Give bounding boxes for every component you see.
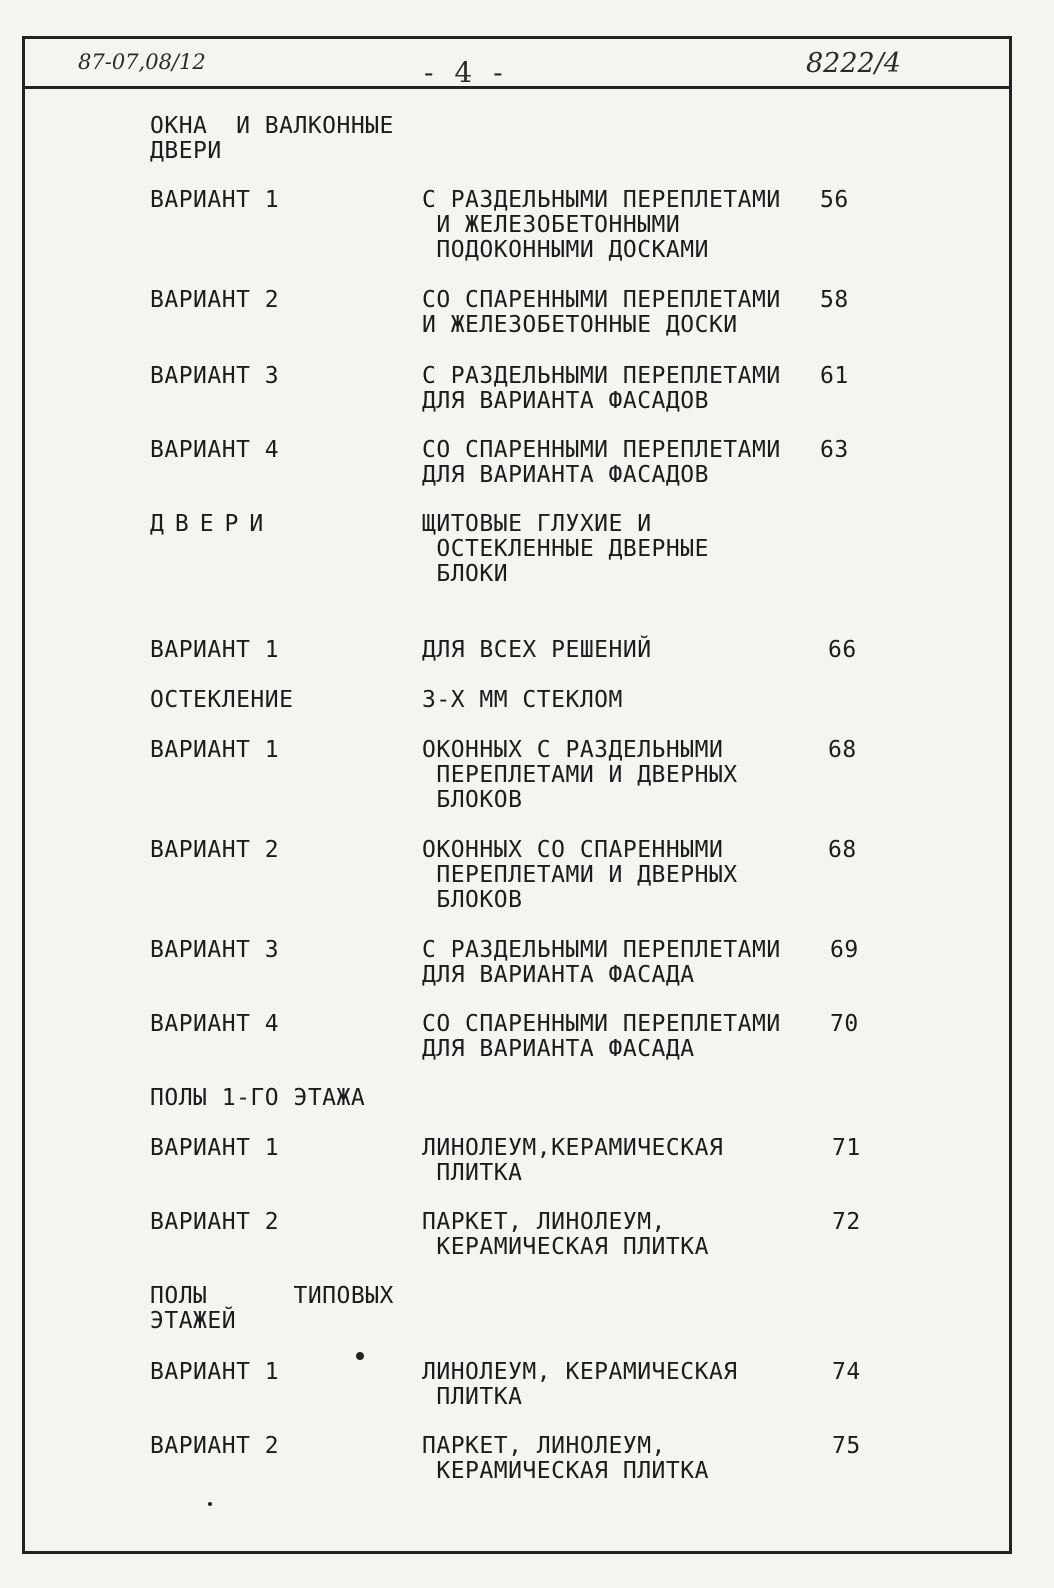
page-reference: 72 — [832, 1209, 861, 1235]
page-reference: 63 — [820, 437, 849, 463]
header-divider — [22, 86, 1012, 89]
variant-description: СО СПАРЕННЫМИ ПЕРЕПЛЕТАМИ ДЛЯ ВАРИАНТА ФАСАДОВ — [422, 437, 781, 488]
inventory-number: 8222/4 — [806, 48, 901, 79]
doc-code: 87-07,08/12 — [78, 50, 206, 74]
page-reference: 74 — [832, 1359, 861, 1385]
page-reference: 68 — [828, 737, 857, 763]
variant-description: ПАРКЕТ, ЛИНОЛЕУМ, КЕРАМИЧЕСКАЯ ПЛИТКА — [422, 1433, 709, 1484]
variant-description: ЛИНОЛЕУМ, КЕРАМИЧЕСКАЯ ПЛИТКА — [422, 1359, 738, 1410]
section-title-doors: ДВЕРИ — [150, 511, 275, 537]
section-title-floors-first: ПОЛЫ 1-ГО ЭТАЖА — [150, 1085, 366, 1111]
variant-description: С РАЗДЕЛЬНЫМИ ПЕРЕПЛЕТАМИ И ЖЕЛЕЗОБЕТОННЫМИ ПОДОКОННЫМИ ДОСКАМИ — [422, 187, 781, 263]
variant-label: ВАРИАНТ 2 — [150, 837, 280, 863]
variant-description: ДЛЯ ВСЕХ РЕШЕНИЙ — [422, 637, 652, 663]
variant-description: ОКОННЫХ С РАЗДЕЛЬНЫМИ ПЕРЕПЛЕТАМИ И ДВЕРНЫХ БЛОКОВ — [422, 737, 738, 813]
page-reference: 71 — [832, 1135, 861, 1161]
variant-label: ВАРИАНТ 3 — [150, 363, 280, 389]
page-reference: 56 — [820, 187, 849, 213]
variant-description: СО СПАРЕННЫМИ ПЕРЕПЛЕТАМИ И ЖЕЛЕЗОБЕТОННЫЕ ДОСКИ — [422, 287, 781, 338]
variant-label: ВАРИАНТ 3 — [150, 937, 280, 963]
variant-label: ВАРИАНТ 2 — [150, 287, 280, 313]
page-reference: 61 — [820, 363, 849, 389]
variant-label: ВАРИАНТ 1 — [150, 737, 280, 763]
variant-label: ВАРИАНТ 2 — [150, 1433, 280, 1459]
page-reference: 75 — [832, 1433, 861, 1459]
variant-label: ВАРИАНТ 1 — [150, 187, 280, 213]
section-description: ЩИТОВЫЕ ГЛУХИЕ И ОСТЕКЛЕННЫЕ ДВЕРНЫЕ БЛОКИ — [422, 511, 709, 587]
ink-blot — [356, 1352, 364, 1360]
variant-label: ВАРИАНТ 2 — [150, 1209, 280, 1235]
section-title-windows: ОКНА И ВАЛКОННЫЕ ДВЕРИ — [150, 113, 394, 164]
variant-label: ВАРИАНТ 1 — [150, 637, 280, 663]
page-reference: 66 — [828, 637, 857, 663]
speck — [208, 1502, 212, 1506]
page-number: - 4 - — [424, 56, 509, 89]
page-reference: 69 — [830, 937, 859, 963]
variant-description: СО СПАРЕННЫМИ ПЕРЕПЛЕТАМИ ДЛЯ ВАРИАНТА ФАСАДА — [422, 1011, 781, 1062]
variant-description: ПАРКЕТ, ЛИНОЛЕУМ, КЕРАМИЧЕСКАЯ ПЛИТКА — [422, 1209, 709, 1260]
variant-label: ВАРИАНТ 4 — [150, 1011, 280, 1037]
section-title-floors-typical: ПОЛЫ ТИПОВЫХ ЭТАЖЕЙ — [150, 1283, 394, 1334]
section-title-glazing: ОСТЕКЛЕНИЕ — [150, 687, 294, 713]
variant-label: ВАРИАНТ 1 — [150, 1135, 280, 1161]
section-description: 3-Х ММ СТЕКЛОМ — [422, 687, 623, 713]
page-reference: 70 — [830, 1011, 859, 1037]
page-reference: 68 — [828, 837, 857, 863]
variant-description: С РАЗДЕЛЬНЫМИ ПЕРЕПЛЕТАМИ ДЛЯ ВАРИАНТА ФАСАДА — [422, 937, 781, 988]
variant-description: С РАЗДЕЛЬНЫМИ ПЕРЕПЛЕТАМИ ДЛЯ ВАРИАНТА ФАСАДОВ — [422, 363, 781, 414]
variant-description: ОКОННЫХ СО СПАРЕННЫМИ ПЕРЕПЛЕТАМИ И ДВЕРНЫХ БЛОКОВ — [422, 837, 738, 913]
variant-label: ВАРИАНТ 1 — [150, 1359, 280, 1385]
variant-label: ВАРИАНТ 4 — [150, 437, 280, 463]
variant-description: ЛИНОЛЕУМ,КЕРАМИЧЕСКАЯ ПЛИТКА — [422, 1135, 724, 1186]
page-reference: 58 — [820, 287, 849, 313]
